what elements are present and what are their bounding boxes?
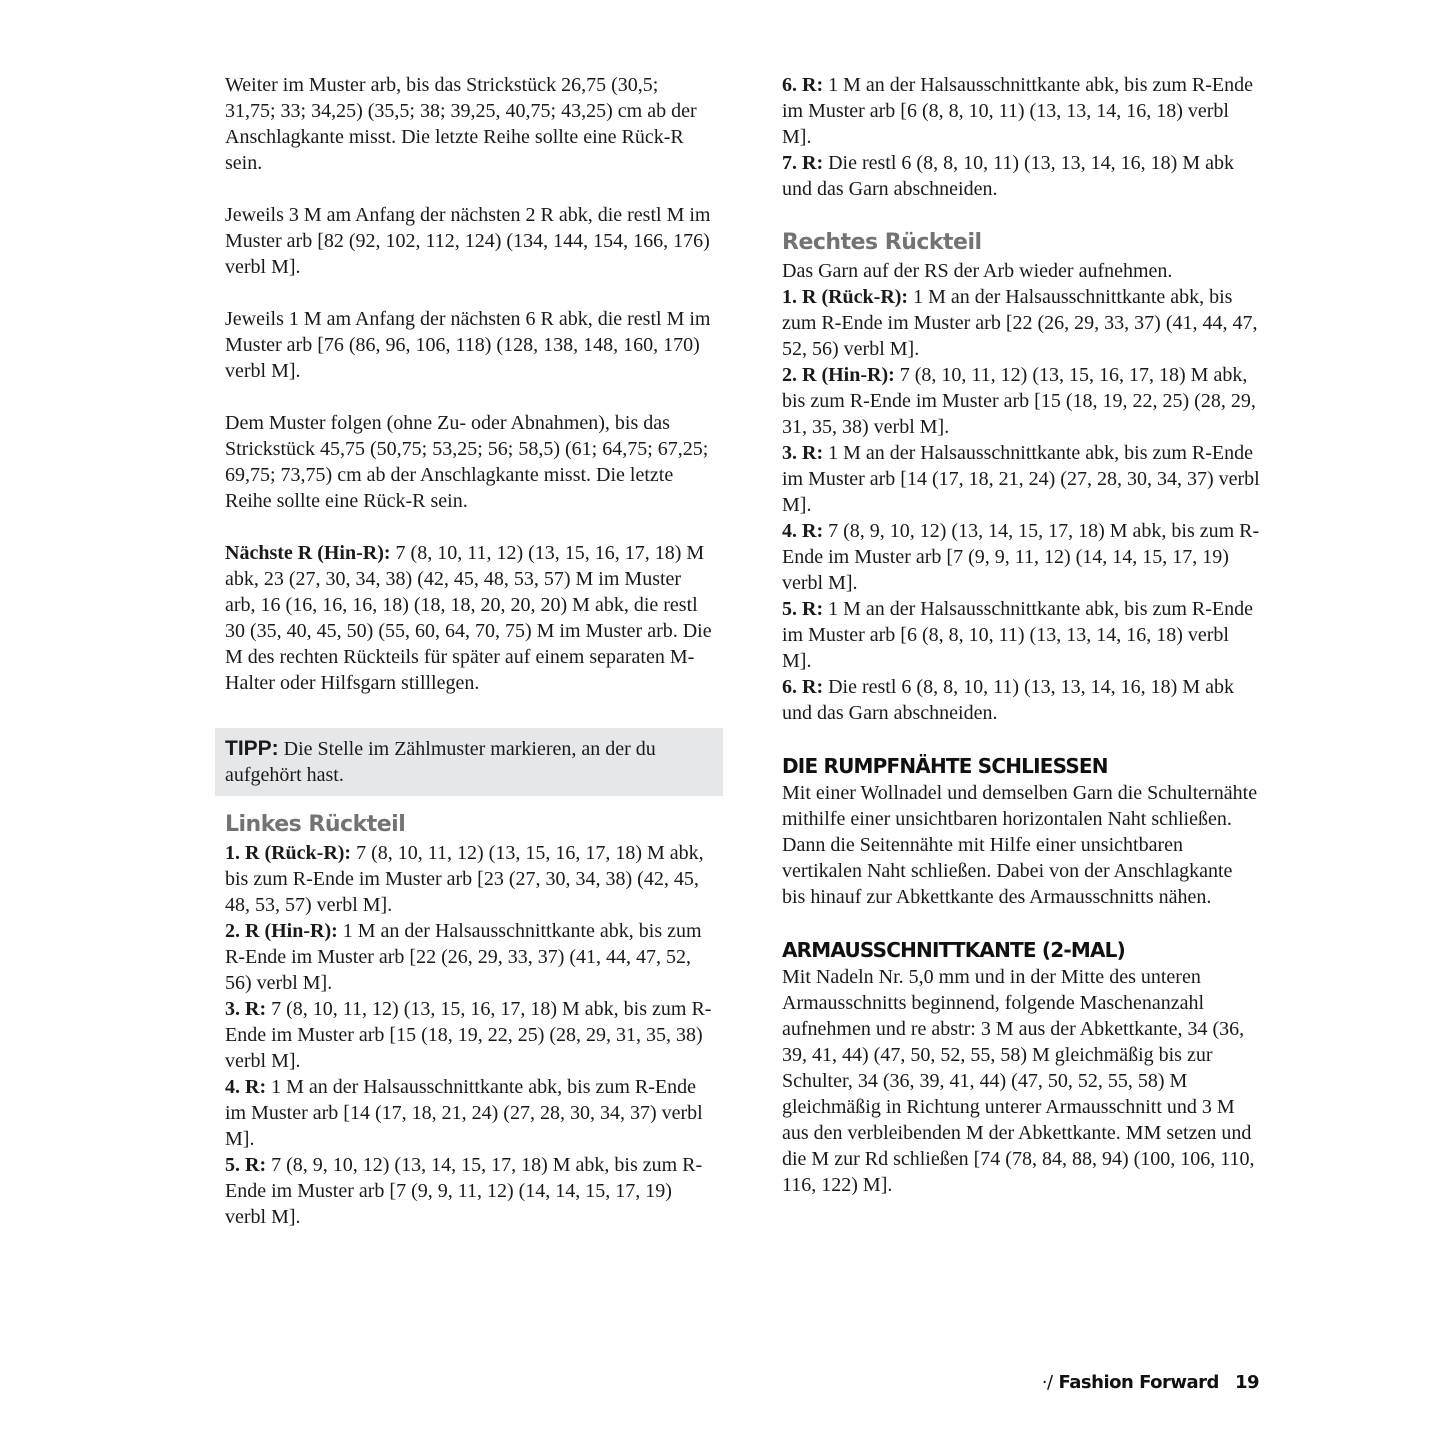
page-number: 19 — [1234, 1372, 1259, 1393]
row-text: Die restl 6 (8, 8, 10, 11) (13, 13, 14, 16, 18) M abk und das Garn abschneiden. — [782, 152, 1234, 200]
row-label: 6. R: — [782, 676, 824, 698]
instruction-row — [782, 362, 1260, 440]
instruction-row — [782, 674, 1260, 726]
row-label: 6. R: — [782, 74, 824, 96]
instruction-row — [782, 72, 1260, 150]
row-text: 7 (8, 9, 10, 12) (13, 14, 15, 17, 18) M abk, bis zum R-Ende im Muster arb [7 (9, 9, 11, 12) (14, 14, 15, 17, 19) verbl M]. — [782, 520, 1260, 594]
row-text: Die restl 6 (8, 8, 10, 11) (13, 13, 14, 16, 18) M abk und das Garn abschneiden. — [782, 676, 1234, 724]
right-column — [782, 72, 1260, 1198]
paragraph-bind-off-3: Jeweils 3 M am Anfang der nächsten 2 R abk, die restl M im Muster arb [82 (92, 102, 112, 124) (134, 144, 154, 166, 176) verbl M]. — [225, 204, 711, 278]
row-label: 3. R: — [225, 998, 267, 1020]
instruction-row — [225, 840, 713, 918]
instruction-row — [225, 1074, 713, 1152]
instruction-row — [225, 996, 713, 1074]
heading-armhole-edge: ARMAUSSCHNITTKANTE (2-MAL) — [782, 938, 1125, 962]
left-column — [225, 72, 713, 1230]
row-label: 2. R (Hin-R): — [225, 920, 338, 942]
heading-close-seams: DIE RUMPFNÄHTE SCHLIESSEN — [782, 754, 1108, 778]
tip-label: TIPP: — [225, 737, 279, 760]
row-label: 4. R: — [782, 520, 824, 542]
row-text: 1 M an der Halsausschnittkante abk, bis zum R-Ende im Muster arb [14 (17, 18, 21, 24) (27, 28, 30, 34, 37) verbl M]. — [782, 442, 1260, 516]
instruction-row — [782, 596, 1260, 674]
row-label: 1. R (Rück-R): — [782, 286, 909, 308]
row-text: 7 (8, 10, 11, 12) (13, 15, 16, 17, 18) M abk, bis zum R-Ende im Muster arb [23 (27, 30, 34, 38) (42, 45, 48, 53, 57) verbl M]. — [225, 842, 704, 916]
paragraph-next-row — [225, 540, 713, 696]
paragraph-bind-off-1: Jeweils 1 M am Anfang der nächsten 6 R abk, die restl M im Muster arb [76 (86, 96, 106, 118) (128, 138, 148, 160, 170) verbl M]. — [225, 308, 711, 382]
row-label: 3. R: — [782, 442, 824, 464]
row-text: 1 M an der Halsausschnittkante abk, bis zum R-Ende im Muster arb [14 (17, 18, 21, 24) (27, 28, 30, 34, 37) verbl M]. — [225, 1076, 703, 1150]
row-label: 7. R: — [782, 152, 824, 174]
row-text: 7 (8, 10, 11, 12) (13, 15, 16, 17, 18) M abk, bis zum R-Ende im Muster arb [15 (18, 19, 22, 25) (28, 29, 31, 35, 38) verbl M]. — [782, 364, 1256, 438]
instruction-row — [782, 440, 1260, 518]
row-label: Nächste R (Hin-R): — [225, 542, 391, 564]
instruction-row — [782, 284, 1260, 362]
footer-title: Fashion Forward — [1058, 1372, 1219, 1393]
tip-text: Die Stelle im Zählmuster markieren, an der du aufgehört hast. — [225, 738, 656, 786]
row-text: 1 M an der Halsausschnittkante abk, bis zum R-Ende im Muster arb [22 (26, 29, 33, 37) (41, 44, 47, 52, 56) verbl M]. — [225, 920, 702, 994]
footer-ornament: ·/ — [1041, 1372, 1053, 1393]
instruction-row — [782, 150, 1260, 202]
page-footer — [1042, 1370, 1259, 1396]
row-label: 2. R (Hin-R): — [782, 364, 895, 386]
row-label: 4. R: — [225, 1076, 267, 1098]
row-label: 1. R (Rück-R): — [225, 842, 352, 864]
instruction-row — [225, 1152, 713, 1230]
row-text: 7 (8, 10, 11, 12) (13, 15, 16, 17, 18) M abk, bis zum R-Ende im Muster arb [15 (18, 19, 22, 25) (28, 29, 31, 35, 38) verbl M]. — [225, 998, 712, 1072]
paragraph-continue-pattern: Weiter im Muster arb, bis das Strickstück 26,75 (30,5; 31,75; 33; 34,25) (35,5; 38; 39,25, 40,75; 43,25) cm ab der Anschlagkante misst. Die letzte Reihe sollte eine Rück-R sein. — [225, 74, 697, 174]
row-text: 7 (8, 10, 11, 12) (13, 15, 16, 17, 18) M abk, 23 (27, 30, 34, 38) (42, 45, 48, 53, 57) M im Muster arb, 16 (16, 16, 16, 18) (18, 18, 20, 20, 20) M abk, die restl 30 (35, 40, 45, 50) (55, 60, 64, 70, 75) M im Muster arb. Die M des rechten Rückteils für später auf einem separaten M-Halter oder Hilfsgarn stilllegen. — [225, 542, 712, 694]
instruction-row — [782, 518, 1260, 596]
row-label: 5. R: — [225, 1154, 267, 1176]
row-text: 1 M an der Halsausschnittkante abk, bis zum R-Ende im Muster arb [22 (26, 29, 33, 37) (41, 44, 47, 52, 56) verbl M]. — [782, 286, 1258, 360]
row-text: 1 M an der Halsausschnittkante abk, bis zum R-Ende im Muster arb [6 (8, 8, 10, 11) (13, 13, 14, 16, 18) verbl M]. — [782, 598, 1254, 672]
paragraph-close-seams: Mit einer Wollnadel und demselben Garn die Schulternähte mithilfe einer unsichtbaren horizontalen Naht schließen. Dann die Seitennähte mit Hilfe einer unsichtbaren vertikalen Naht schließen. Dabei von der Anschlagkante bis hinauf zur Abkettkante des Armausschnitts nähen. — [782, 782, 1258, 908]
row-text: 1 M an der Halsausschnittkante abk, bis zum R-Ende im Muster arb [6 (8, 8, 10, 11) (13, 13, 14, 16, 18) verbl M]. — [782, 74, 1254, 148]
heading-right-back: Rechtes Rückteil — [782, 230, 982, 255]
paragraph-follow-pattern: Dem Muster folgen (ohne Zu- oder Abnahmen), bis das Strickstück 45,75 (50,75; 53,25; 56; 58,5) (61; 64,75; 67,25; 69,75; 73,75) cm ab der Anschlagkante misst. Die letzte Reihe sollte eine Rück-R sein. — [225, 412, 709, 512]
paragraph-intro: Das Garn auf der RS der Arb wieder aufnehmen. — [782, 260, 1173, 282]
tip-box — [215, 728, 723, 796]
row-text: 7 (8, 9, 10, 12) (13, 14, 15, 17, 18) M abk, bis zum R-Ende im Muster arb [7 (9, 9, 11, 12) (14, 14, 15, 17, 19) verbl M]. — [225, 1154, 703, 1228]
instruction-row — [225, 918, 713, 996]
heading-left-back: Linkes Rückteil — [225, 812, 406, 837]
row-label: 5. R: — [782, 598, 824, 620]
paragraph-armhole-edge: Mit Nadeln Nr. 5,0 mm und in der Mitte des unteren Armausschnitts beginnend, folgende Maschenanzahl aufnehmen und re abstr: 3 M aus der Abkettkante, 34 (36, 39, 41, 44) (47, 50, 52, 55, 58) M gleichmäßig bis zur Schulter, 34 (36, 39, 41, 44) (47, 50, 52, 55, 58) M gleichmäßig in Richtung unterer Armausschnitt und 3 M aus den verbleibenden M der Abkettkante. MM setzen und die M zur Rd schließen [74 (78, 84, 88, 94) (100, 106, 110, 116, 122) M]. — [782, 966, 1255, 1196]
